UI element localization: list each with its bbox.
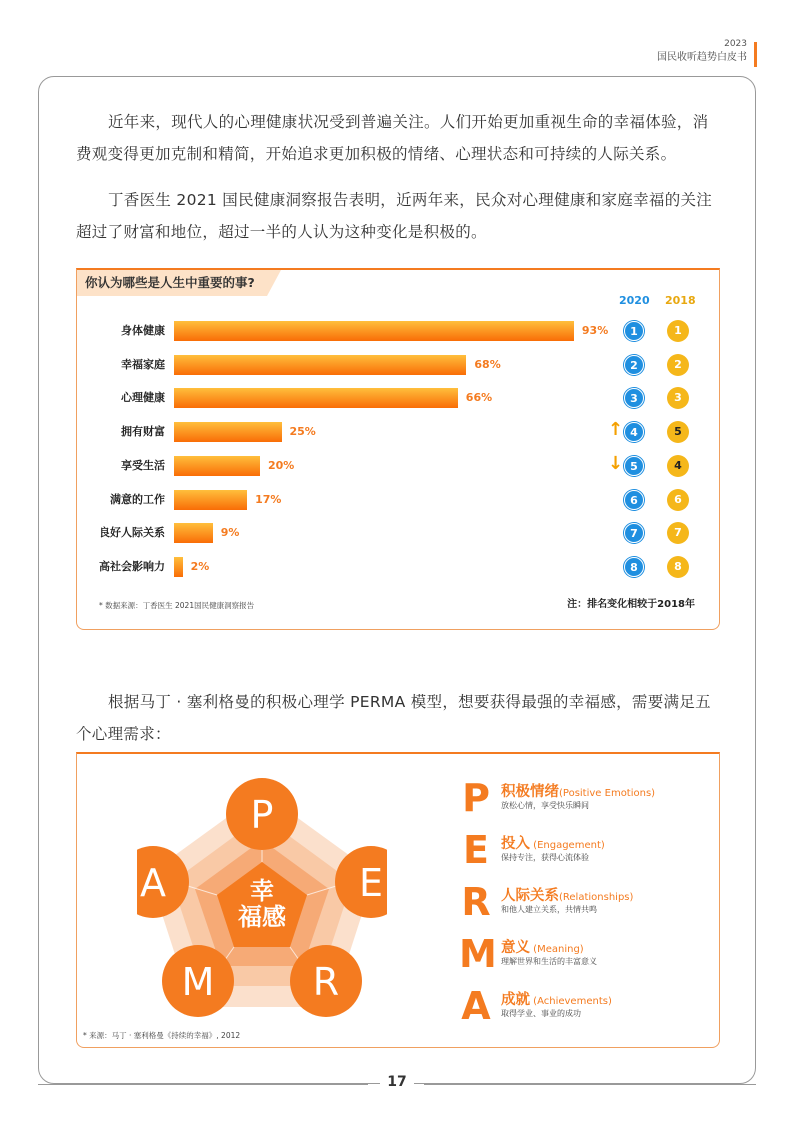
perma-item-name: 成就 xyxy=(501,992,530,1008)
perma-item-letter: P xyxy=(462,776,490,820)
bar-value-label: 25% xyxy=(289,425,316,439)
bar-row xyxy=(77,354,717,376)
chart-source: * 数据来源：丁香医生 2021国民健康洞察报告 xyxy=(99,601,255,610)
perma-item-english: (Achievements) xyxy=(530,996,612,1007)
bar-row xyxy=(77,489,717,511)
perma-circle-letter: A xyxy=(140,861,166,905)
rank-2018-badge: 1 xyxy=(668,321,688,341)
perma-item-name: 积极情绪 xyxy=(501,784,559,800)
center-label-top: 幸 xyxy=(250,877,274,905)
perma-item-description: 理解世界和生活的丰富意义 xyxy=(501,957,597,966)
perma-item-name: 投入 xyxy=(501,836,530,852)
perma-item-letter: E xyxy=(463,828,489,872)
perma-circle-letter: E xyxy=(358,861,384,905)
perma-item-description: 取得学业、事业的成功 xyxy=(501,1009,581,1018)
rank-header-2020: 2020 xyxy=(619,294,650,307)
rank-2020-badge: 3 xyxy=(624,388,644,408)
footer-rule-right xyxy=(424,1084,756,1085)
header-year: 2023 xyxy=(724,39,747,49)
perma-item-description: 保持专注，获得心流体验 xyxy=(501,853,589,862)
bar-category-label: 身体健康 xyxy=(121,324,165,337)
perma-item-description: 放松心情，享受快乐瞬间 xyxy=(501,801,589,810)
chart-note: 注：排名变化相较于2018年 xyxy=(567,599,695,610)
bar-category-label: 拥有财富 xyxy=(121,425,165,439)
paragraph-intro: 近年来，现代人的心理健康状况受到普遍关注。人们开始更加重视生命的幸福体验，消费观变得更加克制和精简，开始追求更加积极的情绪、心理状态和可持续的人际关系。 xyxy=(76,113,709,163)
chart-title: 你认为哪些是人生中重要的事? xyxy=(77,270,267,296)
bar-category-label: 心理健康 xyxy=(121,391,165,405)
perma-item-letter: A xyxy=(461,984,491,1028)
page-header xyxy=(657,38,755,64)
rank-2020-badge: 8 xyxy=(624,557,644,577)
perma-circle-letter: P xyxy=(250,793,274,837)
perma-circle-letter: R xyxy=(312,960,340,1004)
perma-circle-letter: M xyxy=(181,960,215,1004)
rank-header-2018: 2018 xyxy=(665,294,696,307)
perma-list xyxy=(459,776,719,1036)
rank-2018-badge: 6 xyxy=(668,490,688,510)
rank-2020-badge: 2 xyxy=(624,355,644,375)
perma-item-name: 意义 xyxy=(501,940,530,956)
bar-value-label: 20% xyxy=(268,458,295,472)
bar-category-label: 满意的工作 xyxy=(110,492,165,506)
bar-value-label: 2% xyxy=(190,559,210,573)
header-title: 国民收听趋势白皮书 xyxy=(657,52,747,63)
bar xyxy=(174,523,213,543)
perma-item-title xyxy=(501,780,655,801)
footer-rule-left xyxy=(38,1084,368,1085)
bar xyxy=(174,456,260,476)
perma-source: * 来源：马丁 · 塞利格曼《持续的幸福》, 2012 xyxy=(83,1031,241,1040)
perma-item xyxy=(459,984,719,1036)
bar-category-label: 享受生活 xyxy=(121,458,165,472)
perma-item-letter: R xyxy=(461,880,491,924)
bar xyxy=(174,321,574,341)
bar-value-label: 68% xyxy=(474,357,501,371)
perma-item-title xyxy=(501,936,584,957)
rank-2020-badge: 7 xyxy=(624,523,644,543)
bar-category-label: 幸福家庭 xyxy=(121,357,165,371)
perma-pentagon-diagram xyxy=(137,774,387,1024)
bar-value-label: 17% xyxy=(255,492,282,506)
rank-2020-badge: 5 xyxy=(624,456,644,476)
rank-2018-badge: 7 xyxy=(668,523,688,543)
paragraph-report: 丁香医生 2021 国民健康洞察报告表明，近两年来，民众对心理健康和家庭幸福的关注超过了财富和地位，超过一半的人认为这种变化是积极的。 xyxy=(76,191,713,241)
paragraph-perma: 根据马丁 · 塞利格曼的积极心理学 PERMA 模型，想要获得最强的幸福感，需要满足五个心理需求： xyxy=(76,693,711,743)
perma-item-english: (Engagement) xyxy=(530,840,605,851)
perma-item-title xyxy=(501,988,612,1009)
chart-card xyxy=(76,268,720,630)
rank-2020-badge: 4 xyxy=(624,422,644,442)
perma-item-letter: M xyxy=(459,932,497,976)
bar-row xyxy=(77,522,717,544)
bar-value-label: 9% xyxy=(220,526,240,540)
rank-2020-badge: 6 xyxy=(624,490,644,510)
rank-2018-badge: 4 xyxy=(668,456,688,476)
perma-item xyxy=(459,828,719,880)
rank-2018-badge: 2 xyxy=(668,355,688,375)
perma-item-title xyxy=(501,832,605,853)
perma-item-english: (Positive Emotions) xyxy=(559,788,656,799)
bar xyxy=(174,557,183,577)
perma-item-english: (Meaning) xyxy=(530,944,584,955)
center-label-bottom: 福感 xyxy=(238,903,286,931)
page-number: 17 xyxy=(380,1074,414,1090)
perma-item xyxy=(459,932,719,984)
perma-item-description: 和他人建立关系，共情共鸣 xyxy=(501,905,597,914)
rank-2018-badge: 3 xyxy=(668,388,688,408)
bar-row xyxy=(77,320,717,342)
rank-2018-badge: 8 xyxy=(668,557,688,577)
perma-item-title xyxy=(501,884,633,905)
rank-2020-badge: 1 xyxy=(624,321,644,341)
rank-2018-badge: 5 xyxy=(668,422,688,442)
rank-down-arrow-icon: ↓ xyxy=(608,452,624,474)
bar-category-label: 高社会影响力 xyxy=(99,559,165,573)
bar-row xyxy=(77,556,717,578)
perma-item-english: (Relationships) xyxy=(559,892,634,903)
bar-value-label: 93% xyxy=(581,324,609,337)
bar-value-label: 66% xyxy=(465,391,493,405)
bar xyxy=(174,490,247,510)
perma-item-name: 人际关系 xyxy=(501,888,559,904)
rank-up-arrow-icon: ↑ xyxy=(608,419,624,441)
bar-category-label: 良好人际关系 xyxy=(99,526,165,540)
bar xyxy=(174,355,466,375)
bar-row xyxy=(77,452,717,477)
bar-row xyxy=(77,387,717,409)
perma-item xyxy=(459,880,719,932)
perma-card xyxy=(76,752,720,1048)
bar-row xyxy=(77,421,717,443)
bar xyxy=(174,388,458,408)
perma-item xyxy=(459,776,719,828)
bar xyxy=(174,422,282,442)
